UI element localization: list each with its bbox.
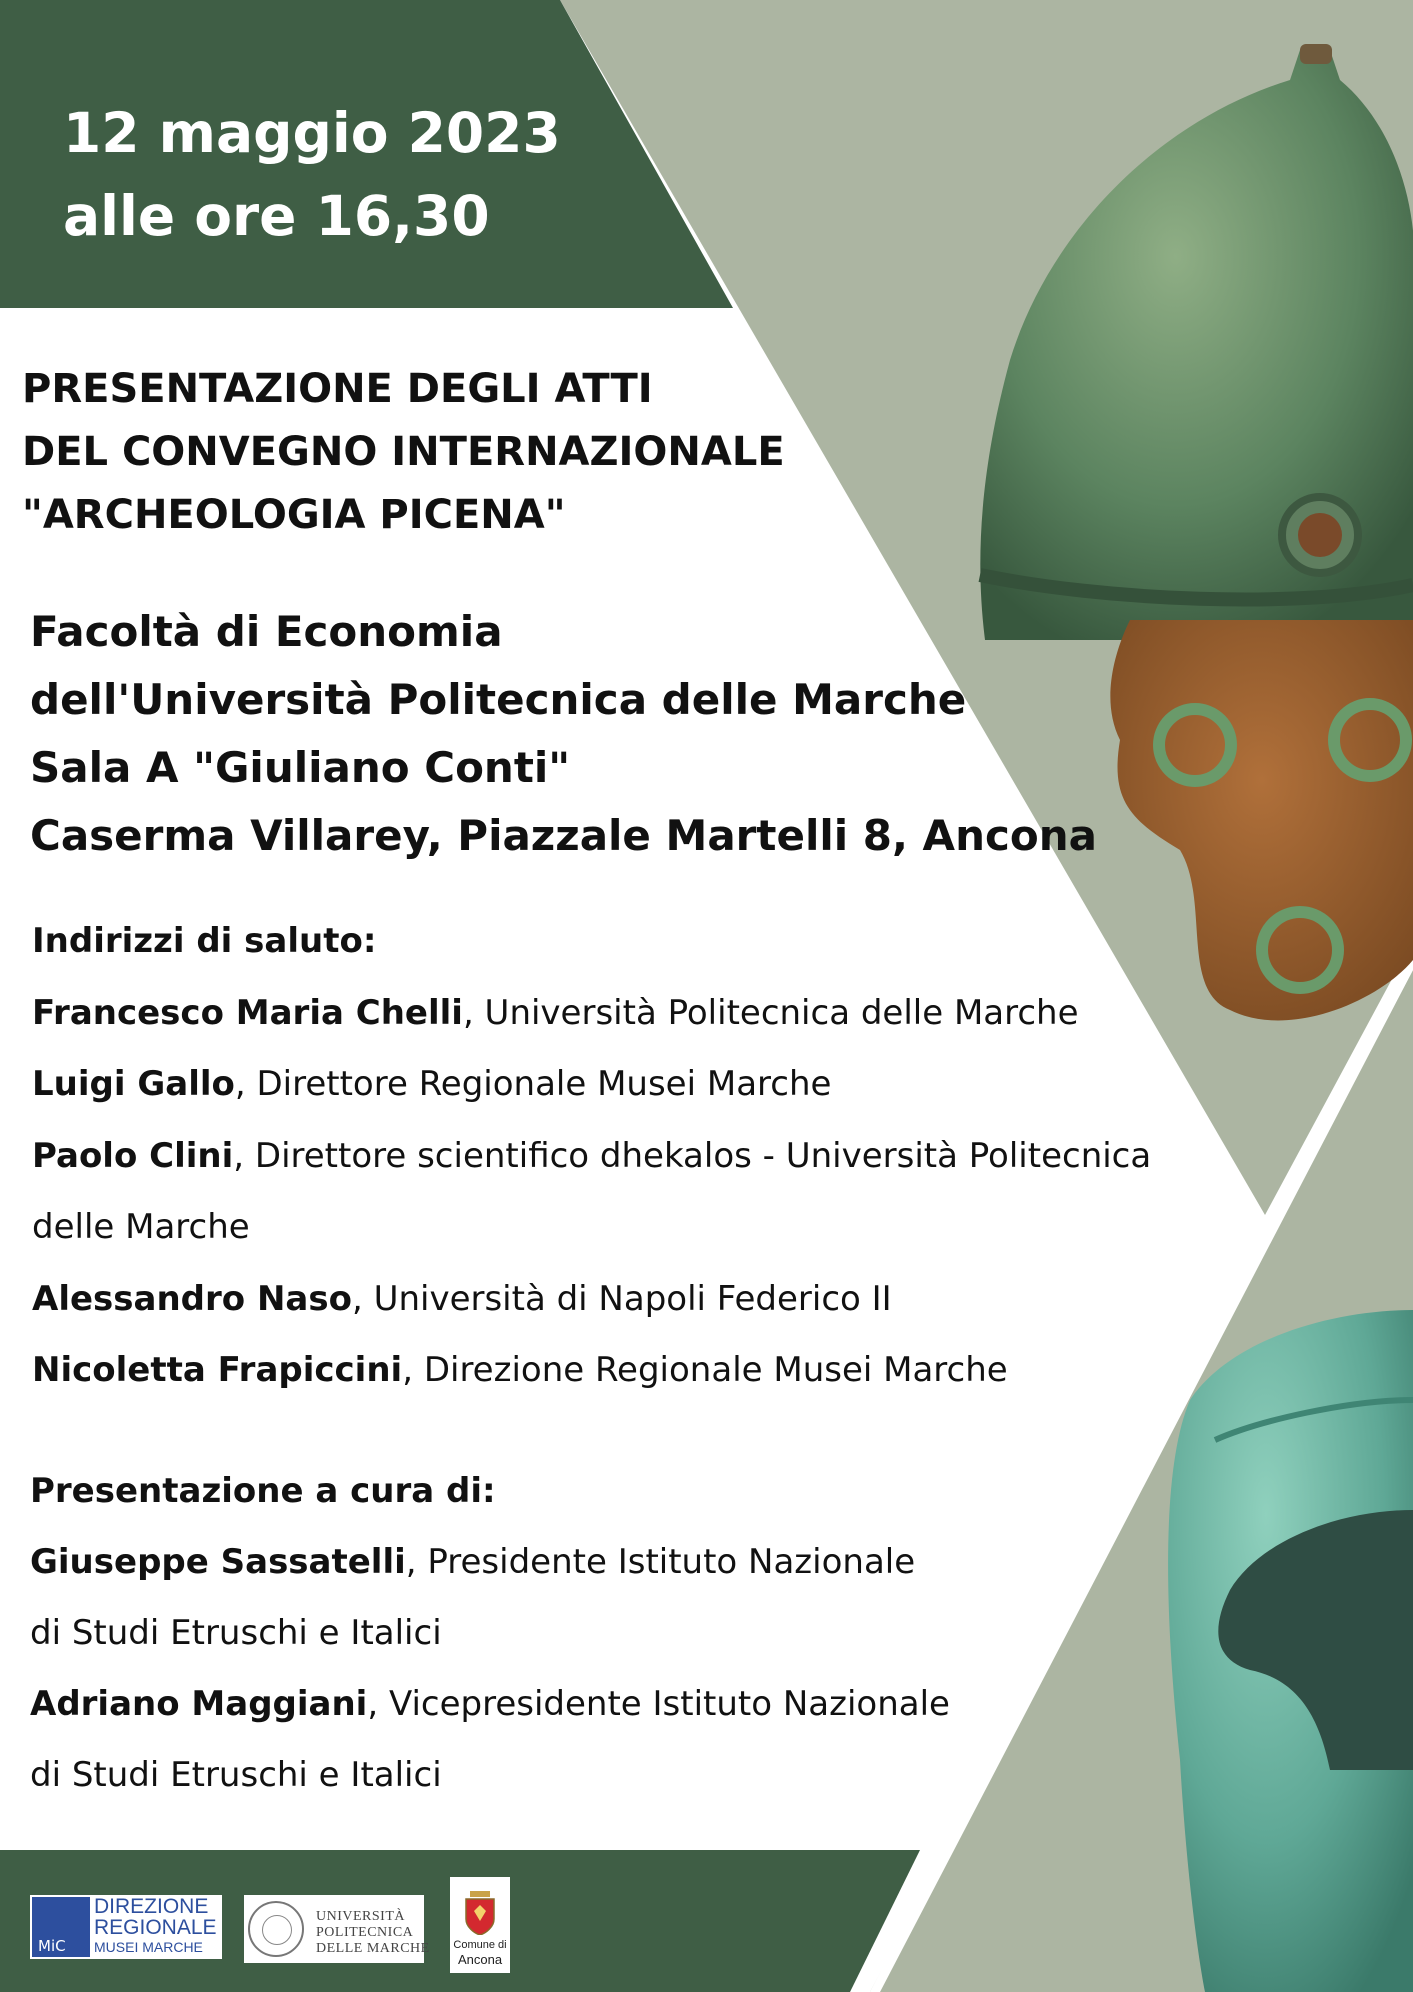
speaker-name: Alessandro Naso (32, 1278, 352, 1319)
logo-text: MUSEI MARCHE (94, 1939, 203, 1955)
univpm-logo (244, 1895, 430, 1963)
speaker-role: , Università Politecnica delle Marche (462, 992, 1079, 1033)
presenter-role: , Vicepresidente Istituto Nazionale (367, 1684, 950, 1724)
presentation-section (30, 1456, 950, 1811)
event-venue (30, 598, 1097, 870)
event-date (63, 92, 561, 258)
speaker-name: Paolo Clini (32, 1135, 234, 1176)
venue-line-2: dell'Università Politecnica delle Marche (30, 675, 967, 724)
mic-mark-icon: MiC (32, 1897, 90, 1957)
logo-text: DIREZIONE (94, 1895, 209, 1918)
venue-line-3: Sala A "Giuliano Conti" (30, 743, 571, 792)
presentation-heading: Presentazione a cura di: (30, 1471, 496, 1511)
greetings-heading: Indirizzi di saluto: (32, 921, 377, 961)
title-line-2: DEL CONVEGNO INTERNAZIONALE (22, 429, 785, 475)
speaker-entry (32, 978, 1151, 1050)
presenter-role-continued: di Studi Etruschi e Italici (30, 1755, 442, 1795)
logo-text: Ancona (457, 1952, 503, 1967)
presenter-role-continued: di Studi Etruschi e Italici (30, 1613, 442, 1653)
speaker-role: , Direttore Regionale Musei Marche (234, 1064, 832, 1104)
speaker-role: , Direttore scientifico dhekalos - Università Politecnica (233, 1135, 1152, 1176)
title-line-1: PRESENTAZIONE DEGLI ATTI (22, 366, 653, 412)
speaker-entry (32, 1121, 1151, 1193)
presenter-entry (30, 1669, 950, 1740)
event-date-line: 12 maggio 2023 (63, 101, 561, 165)
ancona-crest-icon (464, 1891, 496, 1935)
logo-text: DELLE MARCHE (316, 1941, 430, 1956)
university-seal-icon (248, 1901, 304, 1957)
direzione-regionale-logo (30, 1895, 222, 1959)
teal-helmet-image (1168, 1310, 1413, 1992)
speaker-name: Luigi Gallo (32, 1064, 235, 1104)
speaker-role: , Università di Napoli Federico II (351, 1278, 892, 1319)
venue-line-4: Caserma Villarey, Piazzale Martelli 8, Ancona (30, 811, 1097, 860)
speaker-name: Nicoletta Frapiccini (32, 1350, 403, 1390)
logo-text: POLITECNICA (316, 1925, 414, 1940)
speaker-entry (32, 1264, 1151, 1336)
speaker-entry (32, 1335, 1151, 1407)
presenter-name: Giuseppe Sassatelli (30, 1542, 406, 1582)
event-title (22, 358, 785, 547)
logo-text: Comune di (453, 1939, 507, 1951)
logo-text: REGIONALE (94, 1916, 217, 1939)
greetings-section (32, 906, 1151, 1407)
presenter-role: , Presidente Istituto Nazionale (405, 1542, 916, 1582)
logo-text: UNIVERSITÀ (316, 1909, 405, 1924)
presenter-entry (30, 1527, 950, 1598)
title-line-3: "ARCHEOLOGIA PICENA" (22, 492, 566, 538)
speaker-entry (32, 1049, 1151, 1121)
event-time-line: alle ore 16,30 (63, 184, 490, 248)
speaker-name: Francesco Maria Chelli (32, 992, 463, 1033)
speaker-role: , Direzione Regionale Musei Marche (402, 1350, 1008, 1390)
comune-ancona-logo (450, 1877, 510, 1973)
venue-line-1: Facoltà di Economia (30, 607, 503, 656)
speaker-role-continued: delle Marche (32, 1207, 250, 1247)
presenter-name: Adriano Maggiani (30, 1684, 368, 1724)
